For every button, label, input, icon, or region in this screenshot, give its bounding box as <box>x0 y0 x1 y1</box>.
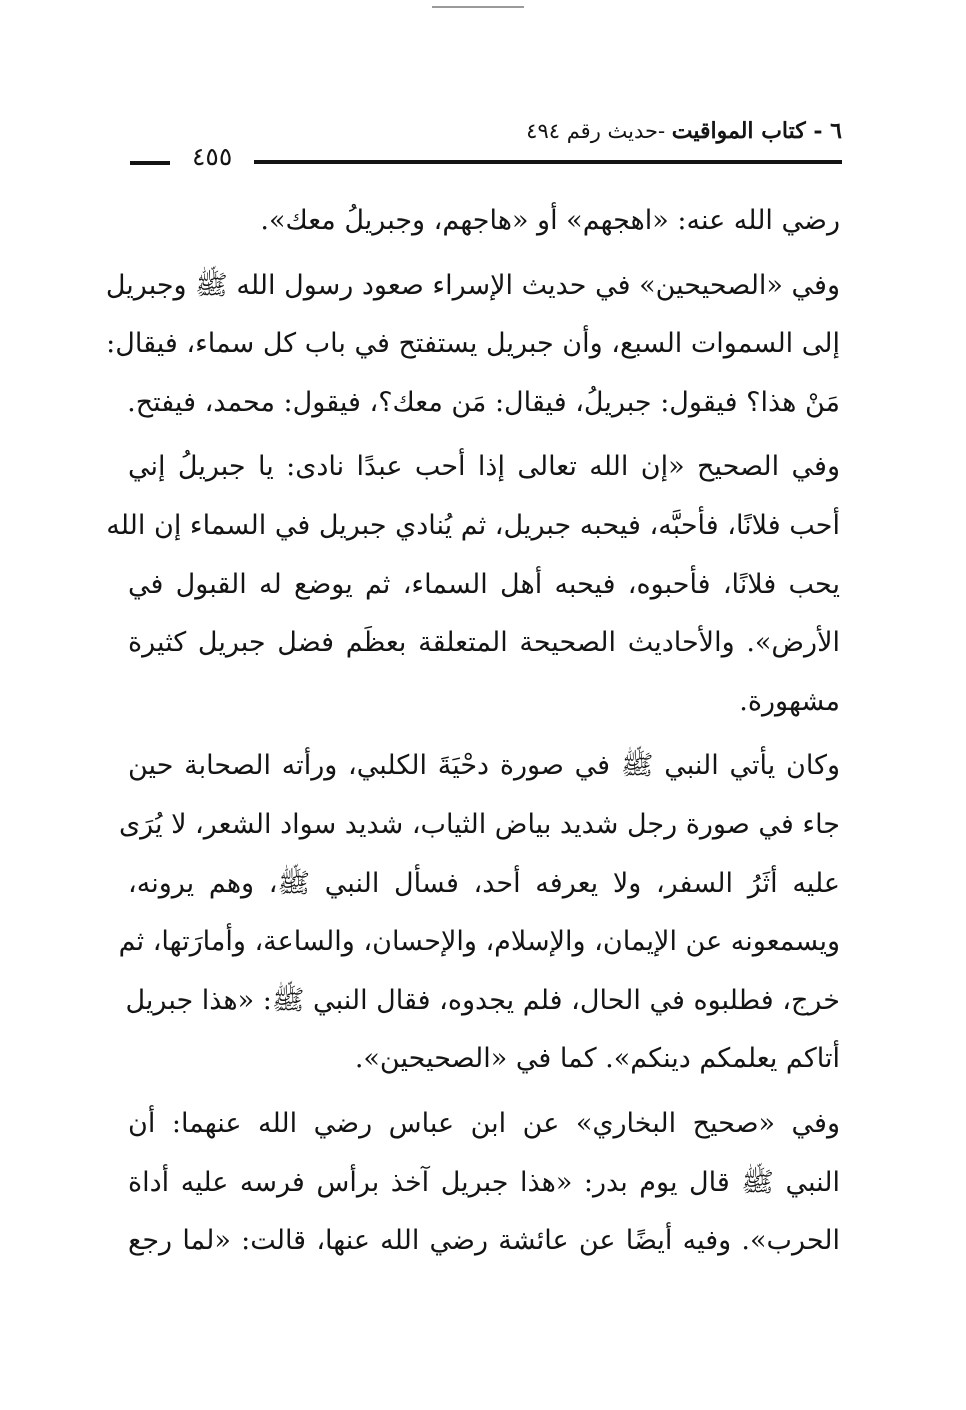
page-header <box>130 118 842 180</box>
text-line: النبي ﷺ قال يوم بدر: «هذا جبريل آخذ برأس فرسه عليه أداة <box>128 1166 840 1198</box>
paragraph <box>128 1095 840 1271</box>
scan-top-mark <box>432 6 524 8</box>
text-line: جاء في صورة رجل شديد بياض الثياب، شديد سواد الشعر، لا يُرَى <box>118 808 840 840</box>
chapter-title: ٦ - كتاب المواقيت <box>671 118 842 144</box>
running-title <box>526 118 842 144</box>
text-line: وفي «صحيح البخاري» عن ابن عباس رضي الله عنهما: أن <box>128 1107 840 1139</box>
text-line: أحب فلانًا، فأحبَّه، فيحبه جبريل، ثم يُنادي جبريل في السماء إن الله <box>106 509 840 541</box>
text-line: الحرب». وفيه أيضًا عن عائشة رضي الله عنها، قالت: «لما رجع <box>128 1225 840 1257</box>
text-line: مشهورة. <box>739 685 840 717</box>
text-line: ويسمعونه عن الإيمان، والإسلام، والإحسان، والساعة، وأمارَتها، ثم <box>118 926 840 958</box>
text-line: عليه أثَرُ السفر، ولا يعرفه أحد، فسأل النبي ﷺ، وهم يرونه، <box>128 867 840 899</box>
text-line: وكان يأتي النبي ﷺ في صورة دحْيَةَ الكلبي، ورأته الصحابة حين <box>128 750 840 782</box>
text-line: يحب فلانًا، فأحبوه، فيحبه أهل السماء، ثم يوضع له القبول في <box>128 568 840 600</box>
text-line: أتاكم يعلمكم دينكم». كما في «الصحيحين». <box>354 1043 840 1075</box>
text-line: خرج، فطلبوه في الحال، فلم يجدوه، فقال النبي ﷺ: «هذا جبريل <box>125 984 840 1016</box>
paragraph <box>118 737 840 1089</box>
text-line: إلى السموات السبع، وأن جبريل يستفتح في باب كل سماء، فيقال: <box>106 328 840 360</box>
header-rule <box>254 160 842 164</box>
paragraph <box>106 438 840 731</box>
page-number: ٤٥٥ <box>192 142 233 171</box>
page-body <box>105 192 840 1277</box>
paragraph <box>128 192 840 251</box>
text-line: وفي الصحيح «إن الله تعالى إذا أحب عبدًا نادى: يا جبريلُ إني <box>128 451 840 483</box>
page-number-dash <box>130 161 170 165</box>
text-line: رضي الله عنه: «اهجهم» أو «هاجهم، وجبريلُ معك». <box>260 205 840 236</box>
text-line: وفي «الصحيحين» في حديث الإسراء صعود رسول الله ﷺ وجبريل <box>105 269 840 301</box>
text-line: الأرض». والأحاديث الصحيحة المتعلقة بعظَم فضل جبريل كثيرة <box>128 627 840 659</box>
text-line: مَنْ هذا؟ فيقول: جبريلُ، فيقال: مَن معك؟، فيقول: محمد، فيفتح. <box>127 386 840 418</box>
hadith-reference: -حديث رقم ٤٩٤ <box>526 119 672 143</box>
paragraph <box>105 257 840 433</box>
